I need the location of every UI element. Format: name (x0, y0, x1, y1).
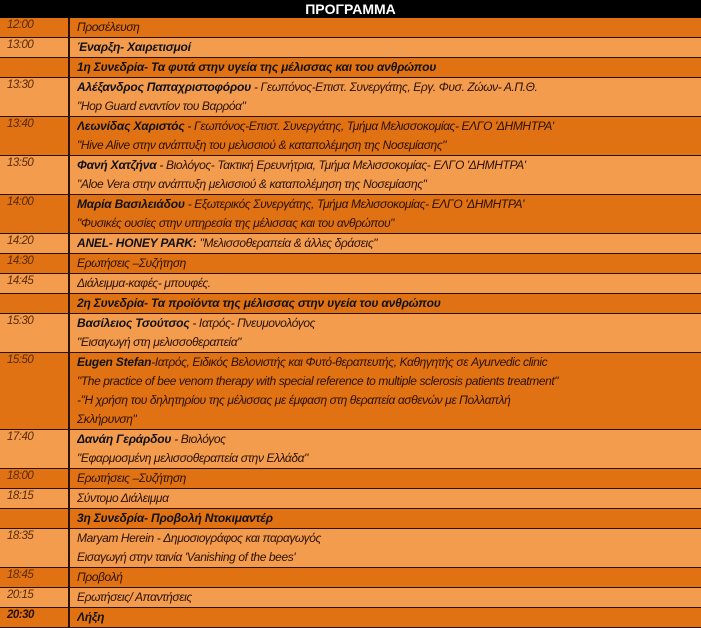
time-cell: 18:00 (0, 469, 70, 488)
time-cell: 18:45 (0, 568, 70, 587)
schedule-row (0, 529, 701, 568)
session-text: -"Η χρήση του δηλητηρίου της μέλισσας με έμφαση στη θεραπεία ασθενών με Πολλαπλή (77, 393, 511, 407)
session-text: - Εξωτερικός Συνεργάτης, Τμήμα Μελισσοκομίας- ΕΛΓΟ 'ΔΗΜΗΤΡΑ' (184, 197, 525, 211)
time-cell: 12:00 (0, 18, 70, 37)
speaker-name: Αλέξανδρος Παπαχριστοφόρου (77, 80, 252, 94)
schedule-row (0, 588, 701, 608)
session-cell (70, 234, 701, 253)
session-text: Προσέλευση (77, 20, 140, 34)
session-cell (70, 117, 701, 155)
session-line (77, 391, 701, 410)
session-line (77, 175, 701, 194)
session-text: - Βιολόγος (171, 432, 226, 446)
session-text: - Ιατρός- Πνευμονολόγος (189, 316, 316, 330)
session-text: Διάλειμμα-καφές- μπουφές. (77, 276, 211, 290)
session-line (77, 449, 701, 468)
session-text: Προβολή (77, 570, 123, 584)
schedule-table (0, 18, 701, 628)
session-cell (70, 353, 701, 429)
session-cell (70, 58, 701, 77)
session-line (77, 234, 701, 253)
time-cell: 20:15 (0, 588, 70, 607)
time-cell: 14:30 (0, 254, 70, 273)
session-text: "Μελισσοθεραπεία & άλλες δράσεις" (199, 236, 378, 250)
schedule-row (0, 78, 701, 117)
session-text: - Γεωπόνος-Επιστ. Συνεργάτης, Τμήμα Μελισσοκομίας- ΕΛΓΟ 'ΔΗΜΗΤΡΑ' (184, 119, 554, 133)
session-line (77, 97, 701, 116)
session-line (77, 78, 701, 97)
time-cell: 17:40 (0, 430, 70, 468)
speaker-name: Eugen Stefan (77, 355, 152, 369)
session-line (77, 38, 701, 57)
session-line (77, 156, 701, 175)
session-cell (70, 588, 701, 607)
speaker-name: Έναρξη- Χαιρετισμοί (77, 40, 191, 54)
session-line (77, 294, 701, 313)
schedule-row (0, 568, 701, 588)
schedule-row (0, 195, 701, 234)
session-line (77, 274, 701, 293)
session-line (77, 588, 701, 607)
session-line (77, 353, 701, 372)
session-line (77, 469, 701, 488)
time-cell: 13:50 (0, 156, 70, 194)
session-line (77, 410, 701, 429)
schedule-row (0, 58, 701, 78)
session-text: - Βιολόγος- Τακτική Ερευνήτρια, Τμήμα Μελισσοκομίας- ΕΛΓΟ 'ΔΗΜΗΤΡΑ' (156, 158, 526, 172)
session-text: Maryam Herein - Δημοσιογράφος και παραγωγός (77, 531, 321, 545)
session-cell (70, 38, 701, 57)
session-line (77, 333, 701, 352)
session-cell (70, 156, 701, 194)
session-text: Εισαγωγή στην ταινία 'Vanishing of the bees' (77, 550, 296, 564)
time-cell: 13:00 (0, 38, 70, 57)
session-text: Ερωτήσεις/ Απαντήσεις (77, 590, 192, 604)
session-text: "Εισαγωγή στη μελισσοθεραπεία" (77, 335, 242, 349)
speaker-name: Βασίλειος Τσούτσος (77, 316, 190, 330)
schedule-row (0, 38, 701, 58)
speaker-name: 1η Συνεδρία- Τα φυτά στην υγεία της μέλισσας και του ανθρώπου (77, 60, 437, 74)
speaker-name: Φανή Χατζήνα (77, 158, 157, 172)
session-line (77, 548, 701, 567)
speaker-name: Λήξη (77, 610, 105, 624)
session-cell (70, 430, 701, 468)
time-cell: 18:35 (0, 529, 70, 567)
session-text: Σύντομο Διάλειμμα (77, 491, 169, 505)
session-line (77, 489, 701, 508)
session-cell (70, 469, 701, 488)
session-cell (70, 509, 701, 528)
schedule-row (0, 117, 701, 156)
speaker-name: ANEL- HONEY PARK: (77, 236, 200, 250)
session-cell (70, 489, 701, 508)
speaker-name: 3η Συνεδρία- Προβολή Ντοκιμαντέρ (77, 511, 273, 525)
time-cell: 15:50 (0, 353, 70, 429)
session-cell (70, 195, 701, 233)
session-line (77, 18, 701, 37)
session-text: "Hive Alive στην ανάπτυξη του μελισσιού & καταπολέμηση της Νοσεμίασης" (77, 138, 447, 152)
session-cell (70, 568, 701, 587)
session-line (77, 214, 701, 233)
speaker-name: 2η Συνεδρία- Τα προϊόντα της μέλισσας στην υγεία του ανθρώπου (77, 296, 441, 310)
schedule-row (0, 469, 701, 489)
schedule-row (0, 430, 701, 469)
schedule-row (0, 489, 701, 509)
session-line (77, 568, 701, 587)
time-cell: 13:30 (0, 78, 70, 116)
session-line (77, 509, 701, 528)
session-cell (70, 314, 701, 352)
session-cell (70, 608, 701, 627)
schedule-row (0, 608, 701, 628)
session-text: Ερωτήσεις –Συζήτηση (77, 256, 186, 270)
page-title: ΠΡΟΓΡΑΜΜΑ (0, 0, 701, 18)
schedule-row (0, 274, 701, 294)
time-cell (0, 294, 70, 313)
schedule-row (0, 314, 701, 353)
time-cell (0, 58, 70, 77)
session-line (77, 529, 701, 548)
session-line (77, 117, 701, 136)
session-line (77, 608, 701, 627)
time-cell: 14:00 (0, 195, 70, 233)
schedule-row (0, 156, 701, 195)
session-line (77, 254, 701, 273)
session-text: Σκλήρυνση" (77, 412, 137, 426)
time-cell: 14:20 (0, 234, 70, 253)
time-cell: 20:30 (0, 608, 70, 627)
session-cell (70, 18, 701, 37)
session-text: "Aloe Vera στην ανάπτυξη μελισσιού & καταπολέμηση της Νοσεμίασης" (77, 177, 427, 191)
time-cell: 14:45 (0, 274, 70, 293)
session-line (77, 430, 701, 449)
schedule-row (0, 18, 701, 38)
session-text: -Ιατρός, Ειδικός Βελονιστής και Φυτό-θεραπευτής, Καθηγητής σε Ayurvedic clinic (151, 355, 548, 369)
session-text: - Γεωπόνος-Επιστ. Συνεργάτης, Εργ. Φυσ. Ζώων- Α.Π.Θ. (251, 80, 538, 94)
schedule-row (0, 254, 701, 274)
time-cell: 13:40 (0, 117, 70, 155)
session-cell (70, 274, 701, 293)
session-line (77, 136, 701, 155)
time-cell: 15:30 (0, 314, 70, 352)
session-line (77, 195, 701, 214)
speaker-name: Λεωνίδας Χαριστός (77, 119, 185, 133)
session-cell (70, 78, 701, 116)
session-cell (70, 529, 701, 567)
schedule-row (0, 234, 701, 254)
session-text: "Εφαρμοσμένη μελισσοθεραπεία στην Ελλάδα" (77, 451, 308, 465)
speaker-name: Μαρία Βασιλειάδου (77, 197, 185, 211)
session-line (77, 58, 701, 77)
schedule-row (0, 294, 701, 314)
time-cell (0, 509, 70, 528)
session-line (77, 314, 701, 333)
session-text: "Φυσικές ουσίες στην υπηρεσία της μέλισσας και του ανθρώπου" (77, 216, 395, 230)
session-text: "The practice of bee venom therapy with special reference to multiple sclerosis patients treatment" (77, 374, 559, 388)
speaker-name: Δανάη Γεράρδου (77, 432, 172, 446)
schedule-row (0, 509, 701, 529)
time-cell: 18:15 (0, 489, 70, 508)
session-text: "Hop Guard εναντίον του Βαρρόα" (77, 99, 246, 113)
schedule-row (0, 353, 701, 430)
session-cell (70, 254, 701, 273)
session-line (77, 372, 701, 391)
session-text: Ερωτήσεις –Συζήτηση (77, 471, 186, 485)
session-cell (70, 294, 701, 313)
